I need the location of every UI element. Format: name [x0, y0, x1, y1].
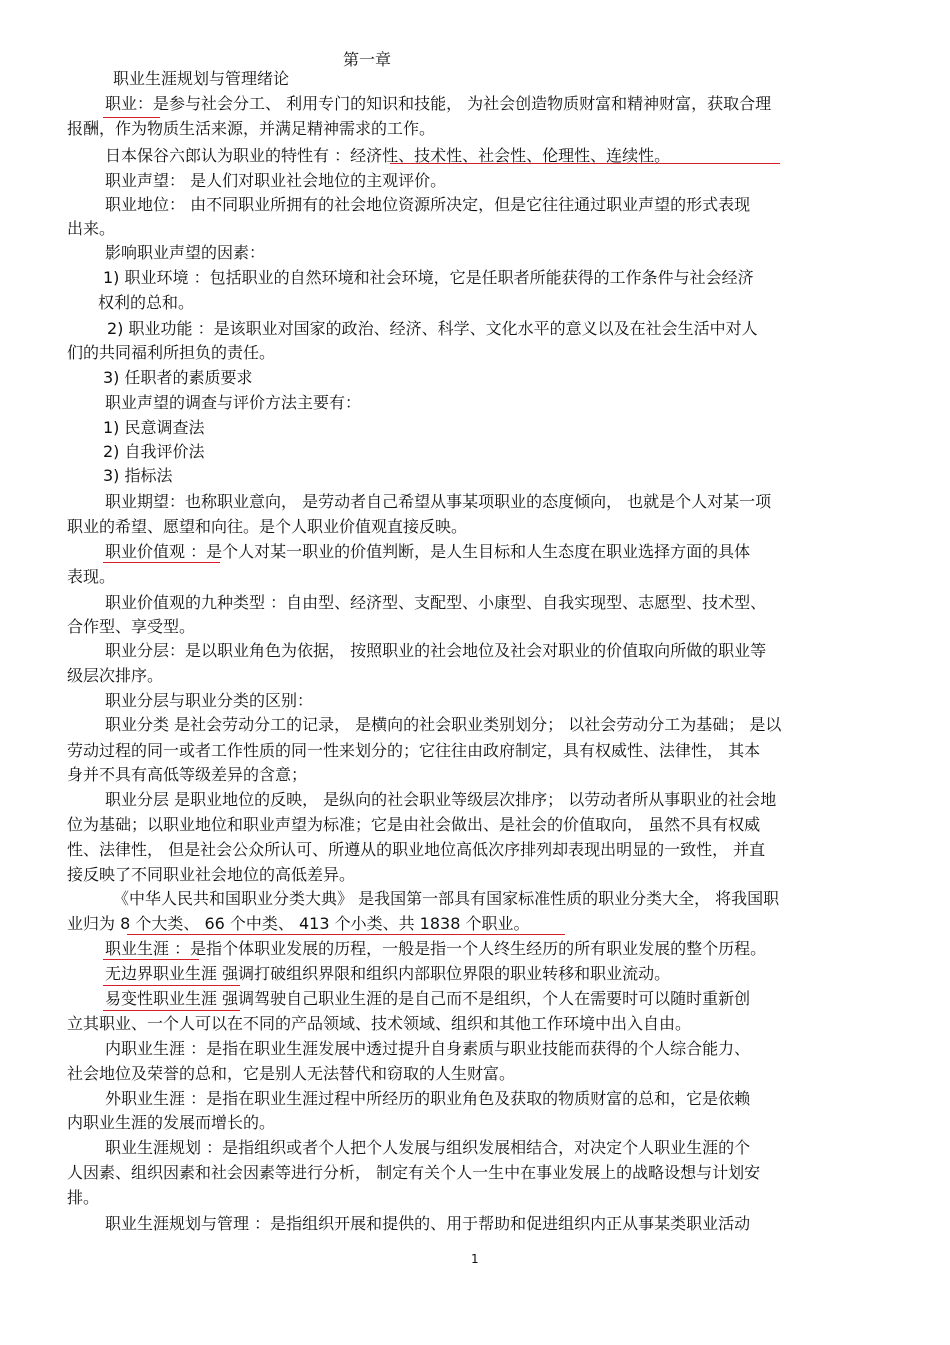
text-line: 职业分类 是社会劳动分工的记录， 是横向的社会职业类别划分； 以社会劳动分工为基础； 是以 — [105, 715, 782, 734]
text-line: 无边界职业生涯 强调打破组织界限和组织内部职位界限的职业转移和职业流动。 — [105, 964, 671, 983]
text-line: 位为基础；以职业地位和职业声望为标准；它是由社会做出、是社会的价值取向， 虽然不具有权威 — [67, 815, 761, 834]
text-line: 劳动过程的同一或者工作性质的同一性来划分的；它往往由政府制定，具有权威性、法律性， 其本 — [67, 741, 761, 760]
text-line: 接反映了不同职业社会地位的高低差异。 — [67, 865, 356, 884]
text-line: 职业分层与职业分类的区别： — [105, 691, 314, 710]
page-number: 1 — [471, 1252, 479, 1266]
text-line: 职业地位： 由不同职业所拥有的社会地位资源所决定，但是它往往通过职业声望的形式表现 — [105, 195, 751, 214]
chapter-title: 职业生涯规划与管理绪论 — [113, 69, 290, 88]
text-line: 出来。 — [67, 219, 116, 238]
text-line: 职业生涯规划与管理 ：是指组织开展和提供的、用于帮助和促进组织内正从事某类职业活动 — [105, 1214, 751, 1233]
handwritten-underline — [103, 985, 240, 986]
handwritten-underline — [103, 562, 220, 563]
chapter-heading: 第一章 — [343, 50, 392, 69]
text-line: 职业声望： 是人们对职业社会地位的主观评价。 — [105, 171, 447, 190]
text-line: 职业价值观 ：是个人对某一职业的价值判断，是人生目标和人生态度在职业选择方面的具体 — [105, 542, 751, 561]
handwritten-underline — [103, 959, 199, 960]
text-line: 职业声望的调查与评价方法主要有： — [105, 393, 362, 412]
handwritten-underline — [390, 163, 780, 164]
text-line: 身并不具有高低等级差异的含意； — [67, 765, 308, 784]
text-line: 职业的希望、愿望和向往。是个人职业价值观直接反映。 — [67, 517, 468, 536]
text-line: 职业价值观的九种类型 ：自由型、经济型、支配型、小康型、自我实现型、志愿型、技术型、 — [105, 593, 767, 612]
handwritten-underline — [127, 934, 565, 935]
handwritten-underline — [103, 117, 160, 118]
text-line: 合作型、享受型。 — [67, 617, 196, 636]
text-line: 表现。 — [67, 567, 116, 586]
text-line: 内职业生涯 ：是指在职业生涯发展中透过提升自身素质与职业技能而获得的个人综合能力、 — [105, 1039, 751, 1058]
text-line: 立其职业、一个人可以在不同的产品领域、技术领域、组织和其他工作环境中出入自由。 — [67, 1014, 692, 1033]
text-line: 职业生涯 ：是指个体职业发展的历程，一般是指一个人终生经历的所有职业发展的整个历程。 — [105, 939, 767, 958]
text-line: 日本保谷六郎认为职业的特性有 ：经济性、技术性、社会性、伦理性、连续性。 — [105, 146, 671, 165]
text-line: 们的共同福利所担负的责任。 — [67, 343, 276, 362]
text-line: 职业分层 是职业地位的反映， 是纵向的社会职业等级层次排序； 以劳动者所从事职业的社会地 — [105, 790, 777, 809]
text-line: 职业：是参与社会分工、 利用专门的知识和技能， 为社会创造物质财富和精神财富，获取合理 — [105, 94, 772, 113]
list-item: 3) 任职者的素质要求 — [103, 368, 253, 387]
text-line: 职业生涯规划 ：是指组织或者个人把个人发展与组织发展相结合，对决定个人职业生涯的个 — [105, 1138, 751, 1157]
text-line: 易变性职业生涯 强调驾驶自己职业生涯的是自己而不是组织，个人在需要时可以随时重新创 — [105, 989, 751, 1008]
text-line: 业归为 8 个大类、 66 个中类、 413 个小类、共 1838 个职业。 — [67, 914, 530, 933]
text-line: 职业期望：也称职业意向， 是劳动者自己希望从事某项职业的态度倾向， 也就是个人对某一项 — [105, 492, 772, 511]
list-item: 2) 职业功能 ：是该职业对国家的政治、经济、科学、文化水平的意义以及在社会生活中对人 — [107, 319, 758, 338]
text-line: 人因素、组织因素和社会因素等进行分析， 制定有关个人一生中在事业发展上的战略设想与计划安 — [67, 1163, 761, 1182]
text-line: 内职业生涯的发展而增长的。 — [67, 1113, 276, 1132]
text-line: 报酬，作为物质生活来源，并满足精神需求的工作。 — [67, 119, 436, 138]
list-item: 3) 指标法 — [103, 466, 173, 485]
text-line: 级层次排序。 — [67, 666, 164, 685]
text-line: 外职业生涯 ：是指在职业生涯过程中所经历的职业角色及获取的物质财富的总和，它是依赖 — [105, 1089, 751, 1108]
text-line: 职业分层：是以职业角色为依据， 按照职业的社会地位及社会对职业的价值取向所做的职业等 — [105, 641, 767, 660]
text-line: 影响职业声望的因素： — [105, 243, 266, 262]
text-line: 排。 — [67, 1188, 100, 1207]
text-line: 社会地位及荣誉的总和，它是别人无法替代和窃取的人生财富。 — [67, 1064, 516, 1083]
handwritten-underline — [103, 1010, 240, 1011]
text-line: 性、法律性， 但是社会公众所认可、所遵从的职业地位高低次序排列却表现出明显的一致性， 并直 — [67, 840, 766, 859]
text-line: 权利的总和。 — [98, 293, 195, 312]
list-item: 1) 民意调查法 — [103, 418, 205, 437]
text-line: 《中华人民共和国职业分类大典》 是我国第一部具有国家标准性质的职业分类大全， 将我国职 — [113, 889, 780, 908]
list-item: 1) 职业环境 ：包括职业的自然环境和社会环境，它是任职者所能获得的工作条件与社会经济 — [103, 268, 754, 287]
list-item: 2) 自我评价法 — [103, 442, 205, 461]
